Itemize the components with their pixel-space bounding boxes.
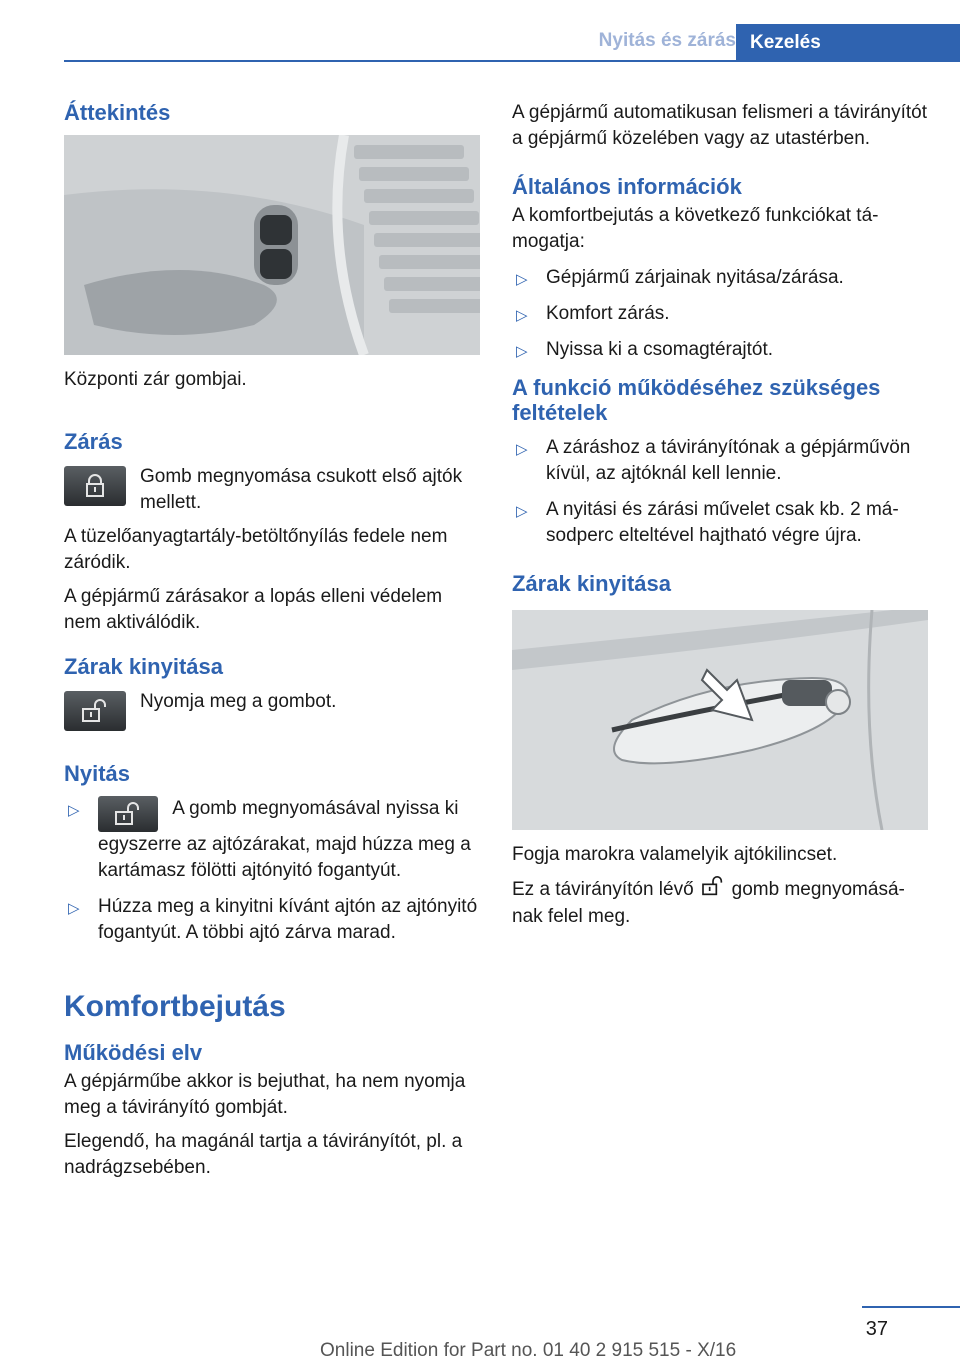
- lock-icon: [84, 474, 106, 498]
- unlock-row: [64, 689, 480, 731]
- door-handle-photo: [512, 610, 928, 830]
- left-column: [64, 100, 480, 1189]
- unlock-icon: [702, 876, 724, 904]
- unlock-button-image: [98, 796, 158, 832]
- general-heading: Általános információk: [512, 174, 742, 199]
- central-lock-buttons-image: [64, 135, 480, 355]
- triangle-right-icon: ▷: [516, 307, 528, 324]
- footer-rule: [862, 1306, 960, 1308]
- unlock-paragraph-2-end: gomb megnyomásának felel meg.: [512, 879, 905, 927]
- general-item-text: Nyissa ki a csomagtérajtót.: [546, 339, 774, 360]
- unlock-icon: [82, 699, 108, 723]
- lock-heading: Zárás: [64, 429, 123, 454]
- general-paragraph: A komfortbejutás a következő funkciókat támogatja:: [512, 205, 879, 252]
- general-item-text: Gépjármű zárjainak nyitása/zárása.: [546, 267, 844, 288]
- conditions-heading: A funkció működéséhez szükséges feltételek: [512, 375, 881, 425]
- right-column: [512, 100, 928, 938]
- overview-caption: Központi zár gombjai.: [64, 369, 247, 390]
- unlock-paragraph-1: Fogja marokra valamelyik ajtókilincset.: [512, 844, 838, 865]
- breadcrumb: Nyitás és zárás: [598, 30, 736, 51]
- intro-paragraph: A gépjármű automatikusan felismeri a távirányítót a gépjármű közelében vagy az utastérben.: [512, 102, 928, 149]
- lock-note-fuel: A tüzelőanyagtartály-betöltőnyílás fedele nem záródik.: [64, 526, 448, 573]
- lock-description: Gomb megnyomása csukott első ajtók mellett.: [140, 466, 463, 513]
- unlock-icon: [115, 802, 141, 826]
- open-item-text: Húzza meg a kinyitni kívánt ajtón az ajtónyitó fogantyút. A többi ajtó zárva marad.: [98, 896, 478, 943]
- principle-paragraph-1: A gépjárműbe akkor is bejuthat, ha nem nyomja meg a távirányító gombját.: [64, 1071, 466, 1118]
- general-list: [512, 265, 928, 363]
- list-item: [64, 796, 480, 884]
- principle-heading: Működési elv: [64, 1040, 203, 1065]
- header-rule: [64, 60, 960, 62]
- lock-button-image: [64, 466, 126, 506]
- condition-item-text: A nyitási és zárási művelet csak kb. 2 másodperc elteltével hajtható végre újra.: [546, 499, 899, 546]
- list-item: [64, 894, 480, 946]
- unlock-heading: Zárak kinyitása: [64, 654, 223, 679]
- section-tab: Kezelés: [736, 24, 960, 62]
- triangle-right-icon: ▷: [516, 503, 528, 520]
- unlock-paragraph-2-start: Ez a távirányítón lévő: [512, 879, 694, 901]
- unlock-paragraph-2: [512, 876, 928, 930]
- overview-heading: Áttekintés: [64, 100, 171, 125]
- condition-item-text: A záráshoz a távirányítónak a gépjárművön kívül, az ajtóknál kell lennie.: [546, 437, 911, 484]
- door-handle-image: [512, 610, 928, 830]
- open-item-text: A gomb megnyomásával nyissa ki egyszerre az ajtózárakat, majd húzza meg a kartámasz fölötti ajtónyitó fogantyút.: [98, 798, 471, 881]
- triangle-right-icon: ▷: [68, 802, 80, 819]
- unlock-button-image: [64, 691, 126, 731]
- triangle-right-icon: ▷: [516, 271, 528, 288]
- open-heading: Nyitás: [64, 761, 131, 786]
- lock-note-theft: A gépjármű zárásakor a lopás elleni védelem nem aktiválódik.: [64, 586, 443, 633]
- triangle-right-icon: ▷: [516, 343, 528, 360]
- conditions-list: [512, 435, 928, 549]
- triangle-right-icon: ▷: [516, 441, 528, 458]
- list-item: [512, 337, 928, 363]
- door-buttons-photo: [64, 135, 480, 355]
- page-number: 37: [865, 1318, 888, 1340]
- list-item: [512, 301, 928, 327]
- triangle-right-icon: ▷: [68, 900, 80, 917]
- list-item: [512, 435, 928, 487]
- lock-row: [64, 464, 480, 516]
- open-list: [64, 796, 480, 946]
- comfort-heading: Komfortbejutás: [64, 990, 286, 1023]
- list-item: [512, 497, 928, 549]
- edition-note: Online Edition for Part no. 01 40 2 915 515 - X/16: [320, 1340, 737, 1361]
- general-item-text: Komfort zárás.: [546, 303, 670, 324]
- list-item: [512, 265, 928, 291]
- principle-paragraph-2: Elegendő, ha magánál tartja a távirányítót, pl. a nadrágzsebében.: [64, 1131, 463, 1178]
- unlock-locks-heading: Zárak kinyitása: [512, 571, 671, 596]
- unlock-description: Nyomja meg a gombot.: [140, 691, 337, 712]
